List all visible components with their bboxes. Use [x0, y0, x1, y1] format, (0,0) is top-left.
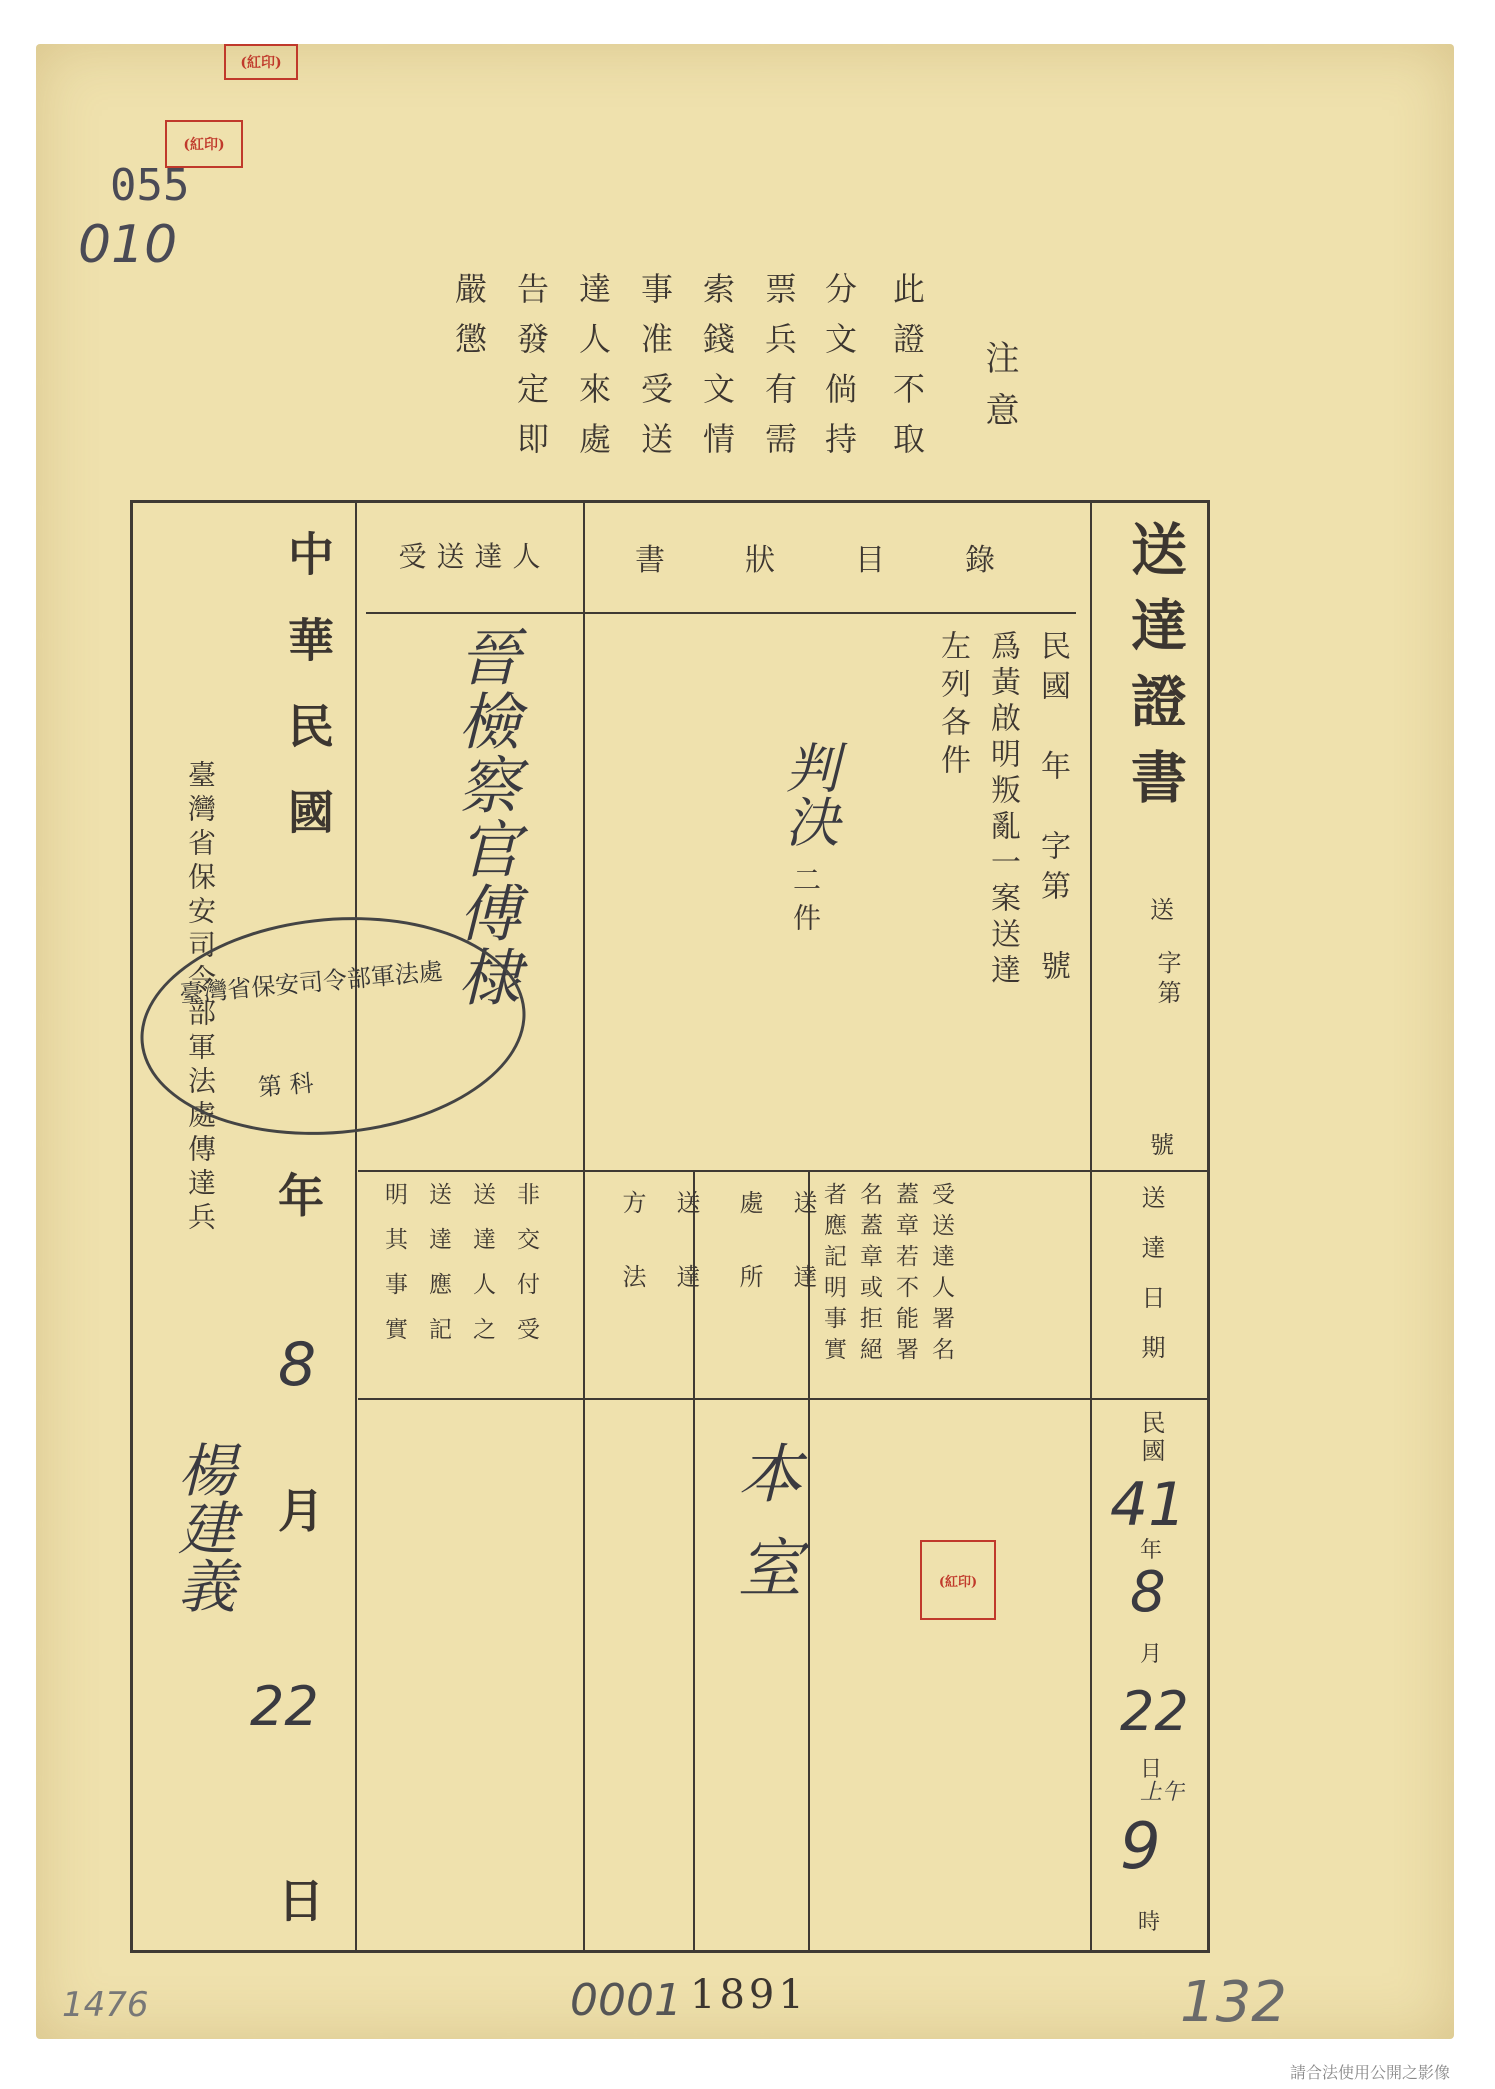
date-ampm: 上午 [1140, 1780, 1185, 1805]
doc-line-2: 爲黃啟明叛亂一案送達 [985, 630, 1020, 990]
doc-item-handwritten: 判決 [777, 740, 840, 848]
notice-column: 嚴懲 [450, 272, 488, 372]
issue-date-day-unit: 日 [278, 1874, 324, 1928]
divider [1092, 1170, 1210, 1172]
notice-column: 票兵有需 [760, 272, 798, 472]
form-number-prefix: 送 [1150, 896, 1174, 924]
divider [583, 500, 585, 1953]
notice-column: 事准受送 [636, 272, 674, 472]
date-year: 41 [1110, 1470, 1187, 1540]
divider [366, 612, 1076, 614]
date-day-unit: 日 [1140, 1757, 1163, 1782]
date-min: 民國 [1137, 1410, 1165, 1466]
footer-note: 請合法使用公開之影像 [1290, 2063, 1451, 2082]
issue-date-prefix: 中華民國 [281, 530, 335, 874]
notice-column: 達人來處 [574, 272, 612, 472]
round-stamp-section: 第 科 [256, 1068, 315, 1102]
date-hour-unit: 時 [1138, 1910, 1161, 1935]
page-number: 055 [110, 160, 190, 211]
divider [1090, 500, 1092, 1953]
sign-note: 受送達人署名蓋章若不能署名蓋章或拒絕者應記明事實 [820, 1182, 954, 1368]
divider [1092, 1398, 1210, 1400]
agency-name: 臺灣省保安司令部軍法處傳達兵 [184, 760, 217, 1236]
date-month-unit: 月 [1140, 1642, 1163, 1667]
issue-date-year-unit: 年 [278, 1169, 324, 1223]
issue-date-month: 8 [278, 1330, 317, 1400]
serial-handwritten: 0001 [570, 1975, 682, 2026]
date-day: 22 [1120, 1680, 1189, 1743]
method-label: 送達方法 [618, 1190, 700, 1338]
issue-date-day: 22 [250, 1675, 319, 1738]
form-title: 送達證書 [1122, 520, 1188, 824]
notice-body [430, 272, 930, 492]
notice-column: 此證不取 [888, 272, 926, 472]
place-label: 送達處所 [735, 1190, 817, 1338]
doc-item-count: 二件 [789, 865, 822, 941]
date-year-unit: 年 [1140, 1538, 1163, 1563]
top-red-stamp: (紅印) [224, 44, 298, 80]
recipient-header: 受送達人 [398, 540, 551, 573]
divider [355, 500, 357, 1953]
date-month: 8 [1130, 1560, 1166, 1625]
place-handwritten: 本室 [727, 1440, 801, 1628]
red-seal: (紅印) [920, 1540, 996, 1620]
non-delivery-note: 非交付受送達人之送達應記明其事實 [381, 1182, 539, 1362]
doc-list-header: 書狀目錄 [635, 543, 1075, 578]
serial-number: 1891 [690, 1972, 808, 2018]
notice-column: 索錢文情 [698, 272, 736, 472]
form-number-suffix: 號 [1150, 1131, 1174, 1159]
form-number-mid: 字第 [1153, 950, 1181, 1010]
second-red-stamp: (紅印) [165, 120, 243, 168]
notice-column: 分文倘持 [820, 272, 858, 472]
recipient-handwritten: 晉檢察官傅棣 [448, 625, 521, 1009]
doc-line-3: 左列各件 [935, 630, 970, 782]
left-hand-number: 1476 [62, 1985, 149, 2025]
divider [358, 1170, 1090, 1172]
date-hour: 9 [1120, 1810, 1161, 1884]
right-hand-number: 132 [1180, 1970, 1287, 2035]
round-stamp-text: 臺灣省保安司令部軍法處 [178, 957, 444, 1009]
divider [358, 1398, 1090, 1400]
notice-title: 注意 [979, 340, 1019, 444]
doc-line-1: 民國 年 字第 號 [1035, 630, 1070, 990]
handwritten-page-number: 010 [78, 215, 178, 275]
issue-date-month-unit: 月 [278, 1484, 324, 1538]
notice-column: 告發定即 [512, 272, 550, 472]
date-label: 送達日期 [1137, 1185, 1165, 1385]
courier-signature: 楊建義 [168, 1440, 236, 1614]
